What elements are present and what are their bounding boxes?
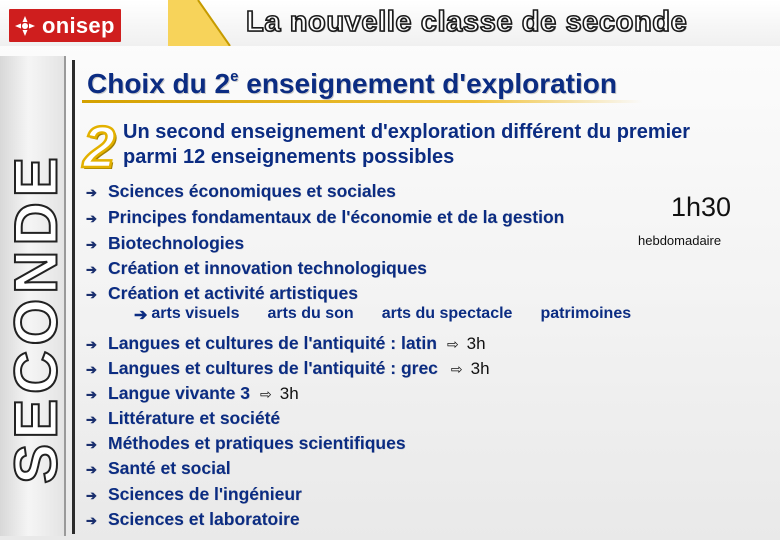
duration-label: hebdomadaire [638,233,722,248]
right-arrow-icon: ➔ [86,513,97,528]
subtitle [123,120,773,170]
list-item [86,181,396,202]
section-title-suffix: enseignement d'exploration [238,68,617,99]
outline-right-arrow-icon: ⇨ [450,361,463,377]
hours-note [260,384,299,404]
arts-option: arts visuels [151,305,240,322]
list-item-label: Littérature et société [108,408,281,428]
onisep-logo [9,9,121,42]
right-arrow-icon: ➔ [86,185,97,200]
right-arrow-icon: ➔ [86,262,97,277]
list-item-label: Principes fondamentaux de l'économie et de la gestion [108,207,565,227]
list-item-label: Langues et cultures de l'antiquité : grec [108,358,438,378]
outline-right-arrow-icon: ⇨ [446,336,459,352]
list-item-label: Sciences de l'ingénieur [108,484,302,504]
list-item [86,433,406,454]
list-item-label: Sciences économiques et sociales [108,181,396,201]
vertical-divider [72,60,75,534]
list-item-label: Biotechnologies [108,233,245,253]
arts-options [134,305,631,325]
section-title-prefix: Choix du 2 [87,68,231,99]
right-arrow-icon: ➔ [86,462,97,477]
list-item [86,333,486,354]
list-item-label: Santé et social [108,458,231,478]
page-title: La nouvelle classe de seconde [246,6,688,38]
title-underline [82,100,642,103]
right-arrow-icon: ➔ [86,437,97,452]
list-item-label: Sciences et laboratoire [108,509,300,529]
list-item-label: Méthodes et pratiques scientifiques [108,433,406,453]
header-divider [168,0,248,46]
list-item-label: Langues et cultures de l'antiquité : latin [108,333,437,353]
section-title [87,68,617,100]
hours-note [451,359,490,379]
arts-option: arts du son [267,305,354,322]
list-item [86,258,427,279]
list-item [86,233,244,254]
list-item [86,383,299,404]
right-arrow-icon: ➔ [86,412,97,427]
vertical-title: SECONDE [2,152,70,484]
list-item [86,358,490,379]
right-arrow-icon: ➔ [86,488,97,503]
right-arrow-icon: ➔ [86,237,97,252]
small-right-arrow-icon: ➔ [134,307,148,324]
list-item-label: Langue vivante 3 [108,383,250,403]
right-arrow-icon: ➔ [86,362,97,377]
subtitle-line-2: parmi 12 enseignements possibles [123,146,455,168]
list-item [86,283,358,304]
hours-value: 3h [279,384,299,403]
duration-value: 1h30 [670,192,732,222]
right-arrow-icon: ➔ [86,337,97,352]
duration-box [636,192,766,223]
list-item [86,207,564,228]
hours-value: 3h [466,334,486,353]
subtitle-line-1: Un second enseignement d'exploration différent du premier [123,121,691,143]
section-title-superscript: e [230,68,239,85]
list-item [86,509,300,530]
arts-option: patrimoines [540,305,632,322]
hours-note [447,334,486,354]
arts-option: arts du spectacle [381,305,513,322]
right-arrow-icon: ➔ [86,211,97,226]
right-arrow-icon: ➔ [86,287,97,302]
onisep-logo-icon [12,14,38,38]
list-item [86,458,231,479]
list-item [86,408,280,429]
list-item-label: Création et activité artistiques [108,283,358,303]
logo-text: onisep [42,12,115,38]
list-item-label: Création et innovation technologiques [108,258,427,278]
outline-right-arrow-icon: ⇨ [260,386,272,402]
right-arrow-icon: ➔ [86,387,97,402]
big-number: 2 [83,115,116,180]
list-item [86,484,302,505]
hours-value: 3h [470,359,490,378]
